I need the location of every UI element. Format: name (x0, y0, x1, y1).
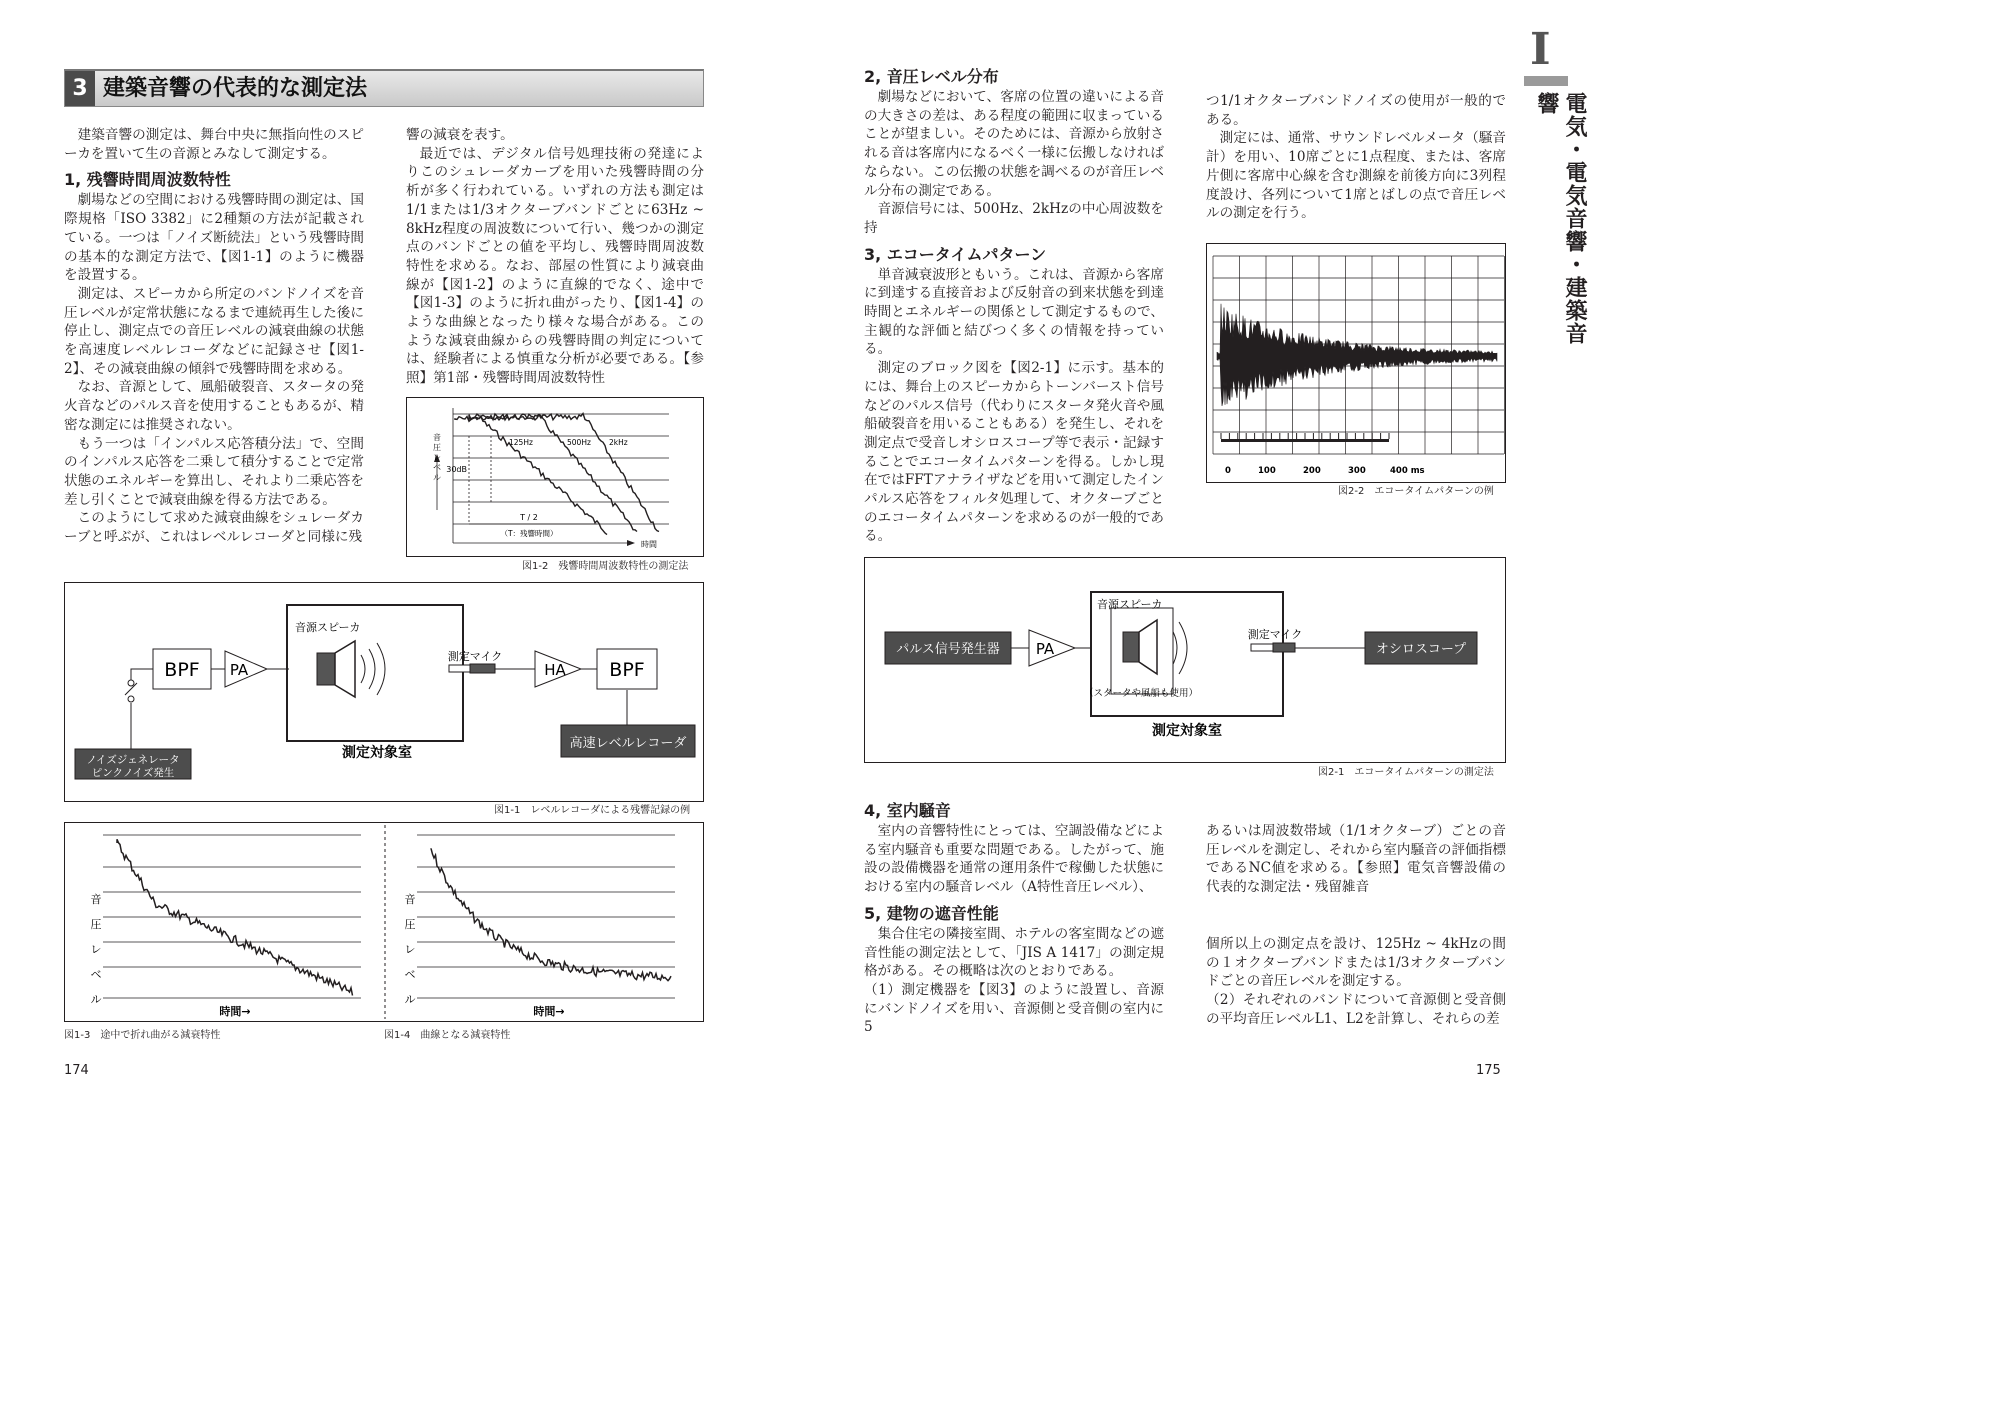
speaker-note: （スタータや風船も使用） (1083, 688, 1199, 699)
right-column-2-bottom (1206, 822, 1506, 1038)
noise-gen-line-2: ピンクノイズ発生 (91, 767, 175, 779)
spacer (1206, 897, 1506, 935)
chapter-tab-bar (1524, 76, 1568, 86)
paragraph: 測定は、スピーカから所定のバンドノイズを音圧レベルが定常状態になるまで連続再生した後に停止し、測定点での音圧レベルの減衰曲線の状態を高速度レベルレコーダなどに記録させ【図1-2】、その減衰曲線の傾斜で残響時間を求める。 (64, 285, 364, 377)
chapter-tab (1524, 24, 1587, 358)
paragraph: つ1/1オクターブバンドノイズの使用が一般的である。 (1206, 93, 1506, 128)
paragraph: 測定には、通常、サウンドレベルメータ（騒音計）を用い、10席ごとに1点程度、または、客席片側に客席中心線を含む測線を前後方向に3列程度設け、各列について1席とばしの点で音圧レベルの測定を行う。 (1206, 130, 1506, 222)
section-number: 3 (65, 71, 95, 106)
t-label: T / 2 (520, 513, 538, 522)
left-column-2 (406, 126, 704, 392)
t-note: （T：残響時間） (500, 529, 558, 538)
section-title: 建築音響の代表的な測定法 (103, 76, 368, 101)
paragraph: 音源信号には、500Hz、2kHzの中心周波数を持 (864, 201, 1164, 236)
bpf-label-2: BPF (609, 659, 645, 681)
paragraph: 単音減衰波形ともいう。これは、音源から客席に到達する直接音および反射音の到来状態を到達時間とエネルギーの関係として測定するもので、主観的な評価と結びつく多くの情報を持っている。 (864, 266, 1164, 358)
subheading: 2, 音圧レベル分布 (864, 67, 999, 86)
paragraph: なお、音源として、風船破裂音、スタータの発火音などのパルス音を使用することもあるが、精密な測定には推奨されない。 (64, 379, 364, 433)
caption-figure-2-2: 図2-2 エコータイムパターンの例 (1338, 486, 1494, 497)
right-column-2-top (1206, 92, 1506, 232)
left-column-1 (64, 126, 364, 564)
bpf-label-1: BPF (164, 659, 200, 681)
pulse-gen-label: パルス信号発生器 (896, 642, 1000, 657)
paragraph: 建築音響の測定は、舞台中央に無指向性のスピーカを置いて生の音源とみなして測定する。 (64, 127, 364, 162)
page-number-right: 175 (1476, 1063, 1501, 1078)
paragraph: （2）それぞれのバンドについて音源側と受音側の平均音圧レベルL1、L2を計算し、それらの差 (1206, 991, 1506, 1027)
room-label: 測定対象室 (342, 745, 412, 761)
pa-label: PA (1035, 640, 1055, 658)
subheading: 1, 残響時間周波数特性 (64, 170, 231, 190)
caption-figure-2-1: 図2-1 エコータイムパターンの測定法 (1318, 767, 1494, 778)
figure-2-1 (864, 557, 1506, 763)
paragraph: 室内の音響特性にとっては、空調設備などによる室内騒音も重要な問題である。したがって、施設の設備機器を通常の運用条件で稼働した状態における室内の騒音レベル（A特性音圧レベル）、 (864, 823, 1164, 896)
caption-figure-1-4: 図1-4 曲線となる減衰特性 (384, 1030, 511, 1041)
xlabel: 時間 (641, 540, 657, 549)
figure-1-2 (406, 397, 704, 557)
x-tick-200: 200 (1303, 466, 1321, 476)
figure-1-1 (64, 582, 704, 802)
paragraph: もう一つは「インパルス応答積分法」で、空間のインパルス応答を二乗して積分することで定常状態のエネルギーを算出し、それより二乗応答を差し引くことで減衰曲線を得る方法である。 (64, 435, 364, 508)
ha-label: HA (544, 661, 566, 679)
x-tick-0: 0 (1225, 466, 1231, 476)
x-tick-100: 100 (1258, 466, 1276, 476)
page-number-left: 174 (64, 1063, 89, 1078)
xlabel-1-4: 時間→ (533, 1005, 565, 1018)
caption-figure-1-3: 図1-3 途中で折れ曲がる減衰特性 (64, 1030, 221, 1041)
ylabel-1-3: 音圧レベル (90, 893, 102, 1006)
chapter-roman: I (1530, 24, 1551, 75)
paragraph: 測定のブロック図を【図2-1】に示す。基本的には、舞台上のスピーカからトーンバースト信号などのパルス信号（代わりにスタータ発火音や風船破裂音を用いることもある）を発生し、それを測定点で受音しオシロスコープ等で表示・記録することでエコータイムパターンを得る。しかし現在ではFFTアナライザなどを用いて測定したインパルス応答をフィルタ処理して、オクターブごとのエコータイムパターンを求めるのが一般的である。 (864, 360, 1164, 545)
right-column-1-bottom (864, 794, 1164, 1038)
ylabel-char: 音圧レベル (433, 433, 441, 482)
subheading: 4, 室内騒音 (864, 801, 951, 820)
paragraph: 個所以上の測定点を設け、125Hz ~ 4kHzの間の１オクターブバンドまたは1/3オクターブバンドごとの音圧レベルを測定する。 (1206, 935, 1506, 990)
xlabel-1-3: 時間→ (219, 1005, 251, 1018)
recorder-label: 高速レベルレコーダ (569, 736, 687, 751)
paragraph: このようにして求めた減衰曲線をシュレーダカーブと呼ぶが、これはレベルレコーダと同様に残 (64, 510, 364, 546)
figures-1-3-1-4 (64, 822, 704, 1022)
speaker-label: 音源スピーカ (295, 621, 361, 634)
noise-gen-line-1: ノイズジェネレータ (86, 754, 180, 766)
curve-label-125hz: 125Hz (509, 438, 533, 447)
x-tick-300: 300 (1348, 466, 1366, 476)
db-label: 30dB (446, 465, 467, 474)
pa-label: PA (229, 661, 249, 679)
mic-label: 測定マイク (1247, 628, 1303, 641)
paragraph: 集合住宅の隣接室間、ホテルの客室間などの遮音性能の測定法として、「JIS A 1417」の測定規格がある。その概略は次のとおりである。 (864, 925, 1164, 980)
paragraph: 劇場などの空間における残響時間の測定は、国際規格「ISO 3382」に2種類の方法が記載されている。一つは「ノイズ断続法」という残響時間の基本的な測定方法で、【図1-1】のように機器を設置する。 (64, 192, 364, 284)
scope-label: オシロスコープ (1375, 642, 1467, 657)
mic-label: 測定マイク (447, 650, 503, 663)
subheading: 3, エコータイムパターン (864, 244, 1047, 264)
paragraph: 響の減衰を表す。 (406, 127, 514, 143)
room-label: 測定対象室 (1152, 723, 1222, 739)
speaker-label: 音源スピーカ (1097, 598, 1163, 611)
paragraph: あるいは周波数帯域（1/1オクターブ）ごとの音圧レベルを測定し、それから室内騒音の評価指標であるNC値を求める。【参照】電気音響設備の代表的な測定法・残留雑音 (1206, 823, 1506, 896)
figure-2-2 (1206, 243, 1506, 483)
paragraph: （1）測定機器を【図3】のように設置し、音源にバンドノイズを用い、音源側と受音側の室内に5 (864, 981, 1164, 1036)
curve-label-2khz: 2kHz (609, 438, 628, 447)
caption-figure-1-1: 図1-1 レベルレコーダによる残響記録の例 (494, 805, 691, 816)
right-column-1-top (864, 60, 1164, 546)
subheading: 5, 建物の遮音性能 (864, 903, 999, 923)
x-tick-400ms: 400 ms (1390, 466, 1425, 476)
ylabel-1-4: 音圧レベル (404, 893, 416, 1006)
chapter-label: 電気・電気音響・建築音響 (1534, 92, 1587, 345)
curve-label-500hz: 500Hz (567, 438, 591, 447)
paragraph: 最近では、デジタル信号処理技術の発達によりこのシュレーダカーブを用いた残響時間の分析が多く行われている。いずれの方法も測定は1/1または1/3オクターブバンドごとに63Hz ~ 8kHz程度の周波数について行い、幾つかの測定点のバンドごとの値を平均し、残響時間周波数特性を求める。なお、部屋の性質により減衰曲線が【図1-2】のように直線的でなく、途中で【図1-3】のように折れ曲がったり、【図1-4】のような曲線となったり様々な場合がある。このような減衰曲線からの残響時間の判定については、経験者による慎重な分析が必要である。【参照】第1部・残響時間周波数特性 (406, 145, 704, 387)
paragraph: 劇場などにおいて、客席の位置の違いによる音の大きさの差は、ある程度の範囲に収まっていることが望ましい。そのためには、音源から放射される音は客席内になるべく一様に伝搬しなければならない。この伝搬の状態を調べるのが音圧レベル分布の測定である。 (864, 89, 1164, 199)
section-header (64, 69, 704, 107)
caption-figure-1-2: 図1-2 残響時間周波数特性の測定法 (522, 561, 689, 572)
